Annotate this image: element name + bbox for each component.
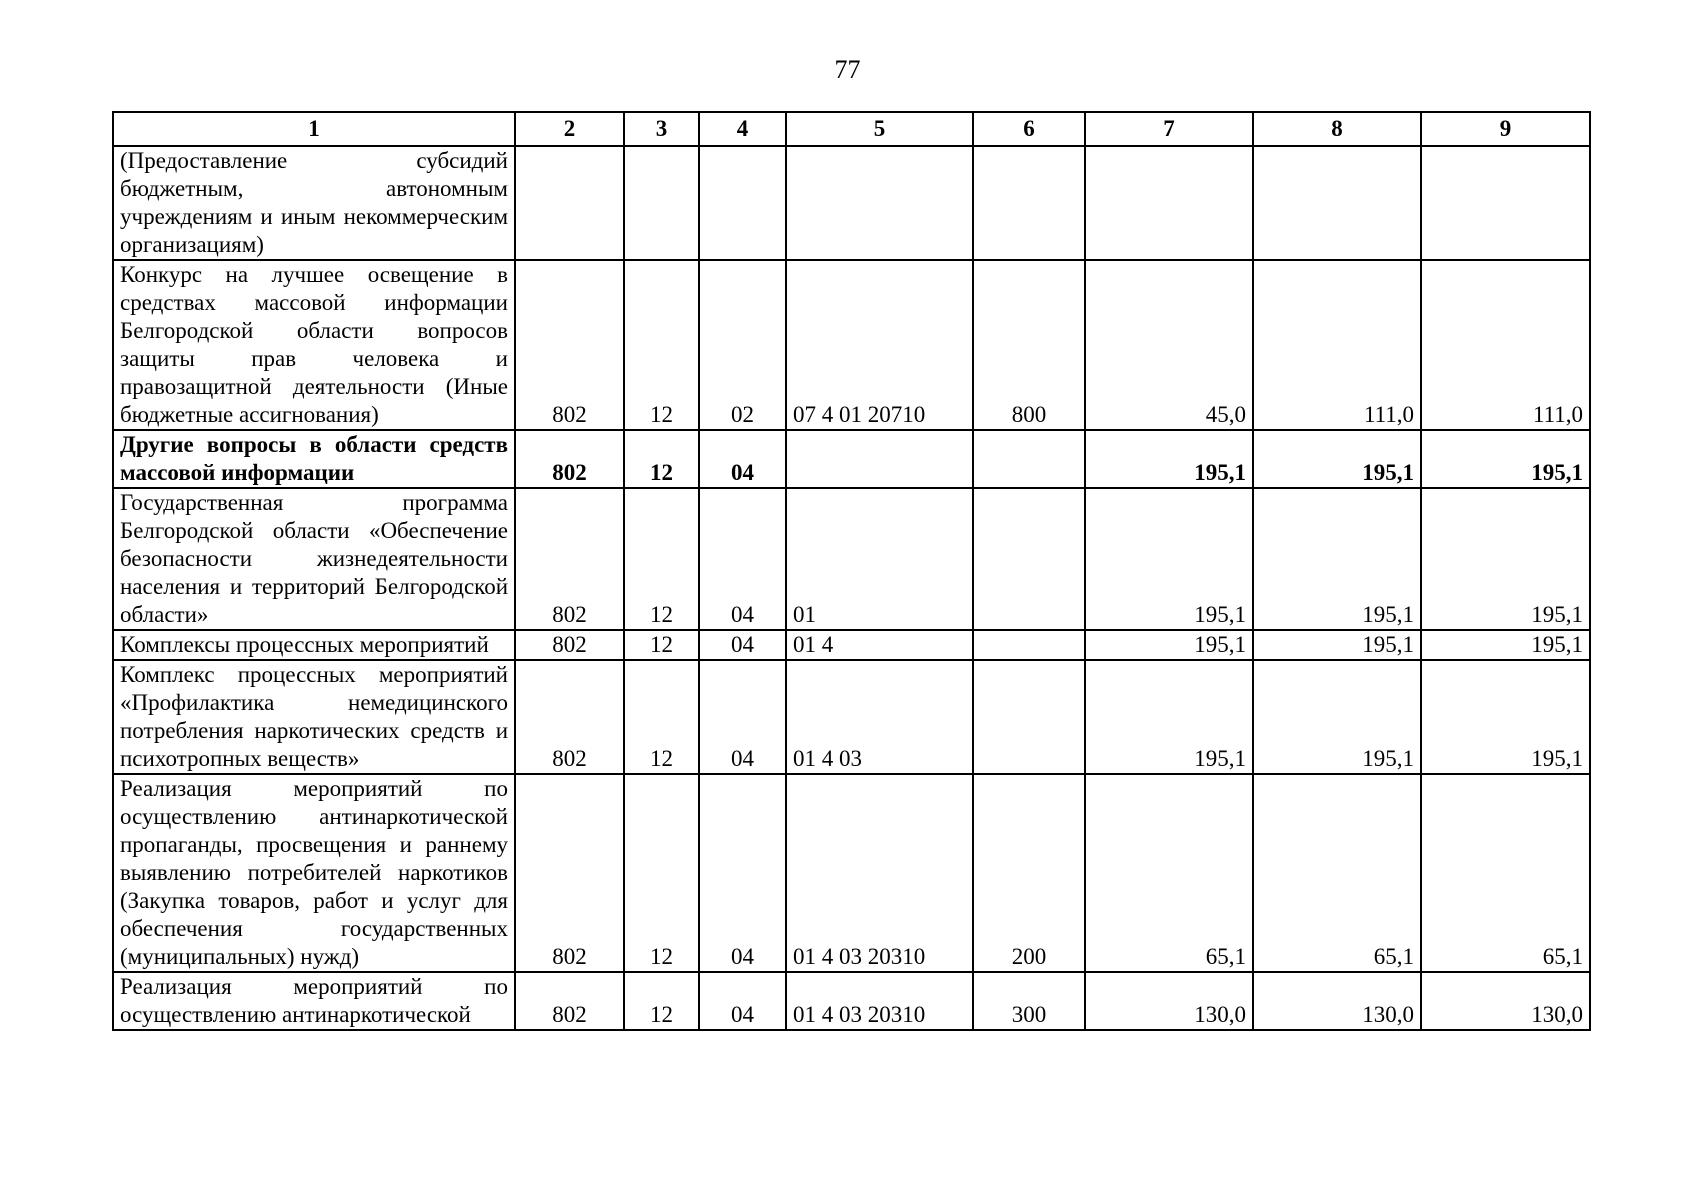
cell-ministry-code: 802 [515, 430, 624, 488]
table-row [113, 488, 1590, 630]
column-header: 7 [1085, 112, 1253, 146]
cell-amount-col9: 195,1 [1421, 488, 1590, 630]
cell-ministry-code: 802 [515, 488, 624, 630]
column-header: 5 [786, 112, 973, 146]
cell-amount-col9: 195,1 [1421, 630, 1590, 660]
cell-target-article: 01 4 03 20310 [786, 972, 973, 1030]
cell-amount-col7: 195,1 [1085, 430, 1253, 488]
header-row [113, 112, 1590, 146]
table-row [113, 630, 1590, 660]
cell-amount-col8: 195,1 [1253, 430, 1421, 488]
cell-target-article [786, 146, 973, 260]
cell-subsection: 04 [699, 430, 786, 488]
cell-expense-type [973, 146, 1085, 260]
row-description: Государственная программа Белгородской области «Обеспечение безопасности жизнедеятельности населения и территорий Белгородской области» [113, 488, 515, 630]
cell-amount-col9 [1421, 146, 1590, 260]
cell-amount-col8: 195,1 [1253, 630, 1421, 660]
cell-amount-col8: 65,1 [1253, 774, 1421, 972]
cell-amount-col8 [1253, 146, 1421, 260]
cell-section: 12 [624, 430, 699, 488]
cell-target-article: 01 4 [786, 630, 973, 660]
cell-amount-col7: 130,0 [1085, 972, 1253, 1030]
cell-ministry-code: 802 [515, 630, 624, 660]
cell-subsection: 04 [699, 972, 786, 1030]
cell-expense-type [973, 630, 1085, 660]
cell-amount-col9: 65,1 [1421, 774, 1590, 972]
cell-section: 12 [624, 630, 699, 660]
row-description: Другие вопросы в области средств массовой информации [113, 430, 515, 488]
cell-ministry-code: 802 [515, 260, 624, 430]
table-row [113, 972, 1590, 1030]
cell-section: 12 [624, 260, 699, 430]
column-header: 2 [515, 112, 624, 146]
cell-amount-col8: 195,1 [1253, 488, 1421, 630]
row-description: Конкурс на лучшее освещение в средствах массовой информации Белгородской области вопросов защиты прав человека и правозащитной деятельности (Иные бюджетные ассигнования) [113, 260, 515, 430]
cell-amount-col8: 111,0 [1253, 260, 1421, 430]
cell-amount-col9: 111,0 [1421, 260, 1590, 430]
row-description: (Предоставление субсидий бюджетным, автономным учреждениям и иным некоммерческим организациям) [113, 146, 515, 260]
table-row [113, 660, 1590, 774]
column-header: 3 [624, 112, 699, 146]
cell-ministry-code: 802 [515, 972, 624, 1030]
cell-amount-col7: 195,1 [1085, 630, 1253, 660]
column-header: 1 [113, 112, 515, 146]
cell-amount-col9: 195,1 [1421, 430, 1590, 488]
row-description: Реализация мероприятий по осуществлению антинаркотической пропаганды, просвещения и раннему выявлению потребителей наркотиков (Закупка товаров, работ и услуг для обеспечения государственных (муниципальных) нужд) [113, 774, 515, 972]
cell-expense-type [973, 488, 1085, 630]
cell-amount-col8: 195,1 [1253, 660, 1421, 774]
column-header: 8 [1253, 112, 1421, 146]
cell-target-article: 07 4 01 20710 [786, 260, 973, 430]
cell-target-article: 01 4 03 [786, 660, 973, 774]
row-description: Комплексы процессных мероприятий [113, 630, 515, 660]
row-description: Реализация мероприятий по осуществлению антинаркотической [113, 972, 515, 1030]
cell-amount-col7: 195,1 [1085, 660, 1253, 774]
column-header: 4 [699, 112, 786, 146]
cell-ministry-code [515, 146, 624, 260]
cell-amount-col7: 45,0 [1085, 260, 1253, 430]
cell-subsection: 04 [699, 774, 786, 972]
budget-table [112, 111, 1591, 1031]
table-row [113, 430, 1590, 488]
column-header: 9 [1421, 112, 1590, 146]
cell-subsection: 04 [699, 488, 786, 630]
cell-target-article: 01 [786, 488, 973, 630]
cell-section: 12 [624, 660, 699, 774]
cell-subsection: 04 [699, 630, 786, 660]
cell-target-article: 01 4 03 20310 [786, 774, 973, 972]
cell-amount-col7 [1085, 146, 1253, 260]
cell-subsection: 02 [699, 260, 786, 430]
table-row [113, 260, 1590, 430]
cell-amount-col8: 130,0 [1253, 972, 1421, 1030]
cell-ministry-code: 802 [515, 774, 624, 972]
cell-expense-type: 200 [973, 774, 1085, 972]
row-description: Комплекс процессных мероприятий «Профилактика немедицинского потребления наркотических средств и психотропных веществ» [113, 660, 515, 774]
cell-section: 12 [624, 488, 699, 630]
cell-target-article [786, 430, 973, 488]
column-header: 6 [973, 112, 1085, 146]
cell-subsection [699, 146, 786, 260]
cell-expense-type: 300 [973, 972, 1085, 1030]
cell-amount-col9: 130,0 [1421, 972, 1590, 1030]
cell-section [624, 146, 699, 260]
cell-expense-type: 800 [973, 260, 1085, 430]
cell-ministry-code: 802 [515, 660, 624, 774]
cell-amount-col9: 195,1 [1421, 660, 1590, 774]
cell-subsection: 04 [699, 660, 786, 774]
cell-section: 12 [624, 774, 699, 972]
cell-amount-col7: 195,1 [1085, 488, 1253, 630]
table-row [113, 774, 1590, 972]
table-row [113, 146, 1590, 260]
cell-expense-type [973, 660, 1085, 774]
cell-amount-col7: 65,1 [1085, 774, 1253, 972]
page-number: 77 [834, 55, 861, 84]
cell-expense-type [973, 430, 1085, 488]
cell-section: 12 [624, 972, 699, 1030]
